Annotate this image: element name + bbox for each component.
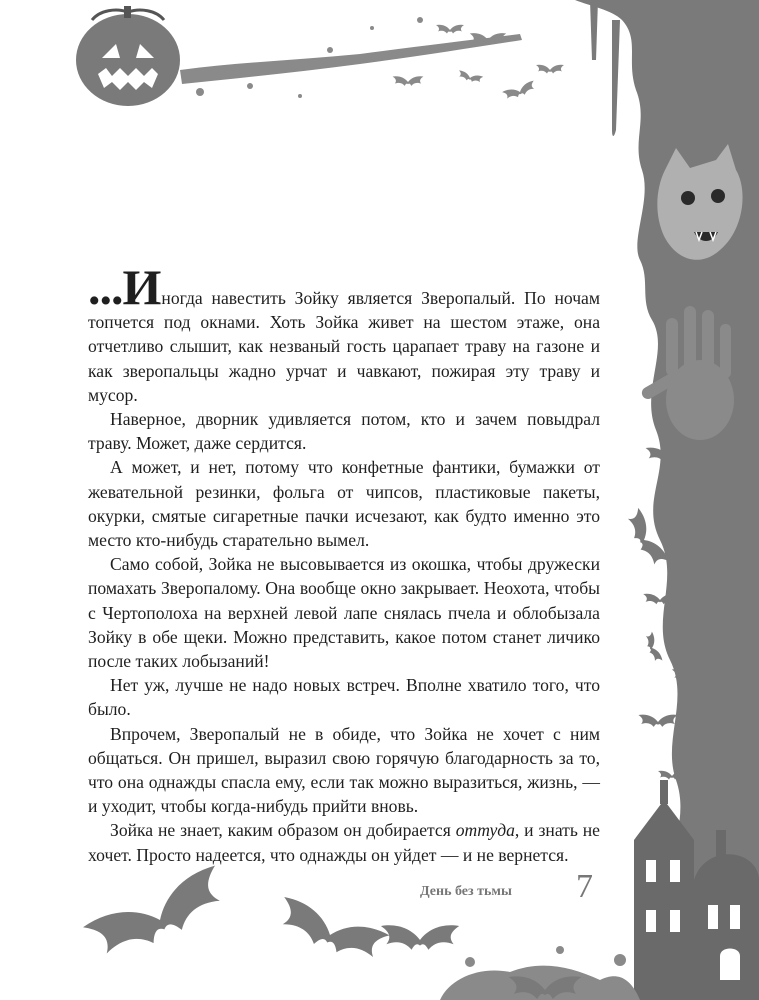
paragraph-text: , и знать не хочет. Просто надеется, что однажды он уйдет — и не вернется. <box>88 820 600 865</box>
paragraph: Нет уж, лучше не надо новых встреч. Вполне хватило того, что было. <box>88 675 600 720</box>
paragraph-text: Зойка не знает, каким образом он добирается <box>110 820 456 841</box>
paragraph-last <box>88 818 600 866</box>
main-text <box>88 259 600 867</box>
paragraph: А может, и нет, потому что конфетные фантики, бумажки от жевательной резинки, фольга от чипсов, пластиковые пакеты, окурки, смятые сигаретные пачки исчезают, как будто именно это место кто-нибудь старательно вымел. <box>88 457 600 551</box>
page-number: 7 <box>576 868 593 905</box>
paragraph-first <box>88 259 600 407</box>
paragraph: Наверное, дворник удивляется потом, кто и зачем повыдрал траву. Может, даже сердится. <box>88 409 600 454</box>
paragraph-text: ногда навестить Зойку является Зверопалый. По ночам топчется под окнами. Хоть Зойка живет на шестом этаже, она отчетливо слышит, как незваный гость царапает траву на газоне и как зверопальцы жадно урчат и чавкают, пожирая эту траву и мусор. <box>88 288 600 405</box>
paragraph: Впрочем, Зверопалый не в обиде, что Зойка не хочет с ним общаться. Он пришел, выразил свою горячую благодарность за то, что она однажды спасла ему, если так можно выразиться, жизнь, — и уходит, чтобы когда-нибудь прийти вновь. <box>88 723 600 817</box>
running-footer-title: День без тьмы <box>420 884 512 899</box>
paragraph: Само собой, Зойка не высовывается из окошка, чтобы дружески помахать Зверопалому. Она вообще окно закрывает. Неохота, чтобы с Чертополоха на верхней левой лапе снялась пчела и облобызала Зойку в обе щеки. Можно представить, какое потом станет личико после таких лобызаний! <box>88 554 600 672</box>
top-splatter <box>180 17 522 98</box>
flying-bats-top <box>393 25 564 102</box>
pumpkin-icon <box>76 6 180 106</box>
dropcap-lead: ... <box>88 259 123 315</box>
emphasis-word: оттуда <box>455 820 515 841</box>
dropcap-letter: И <box>122 259 162 315</box>
